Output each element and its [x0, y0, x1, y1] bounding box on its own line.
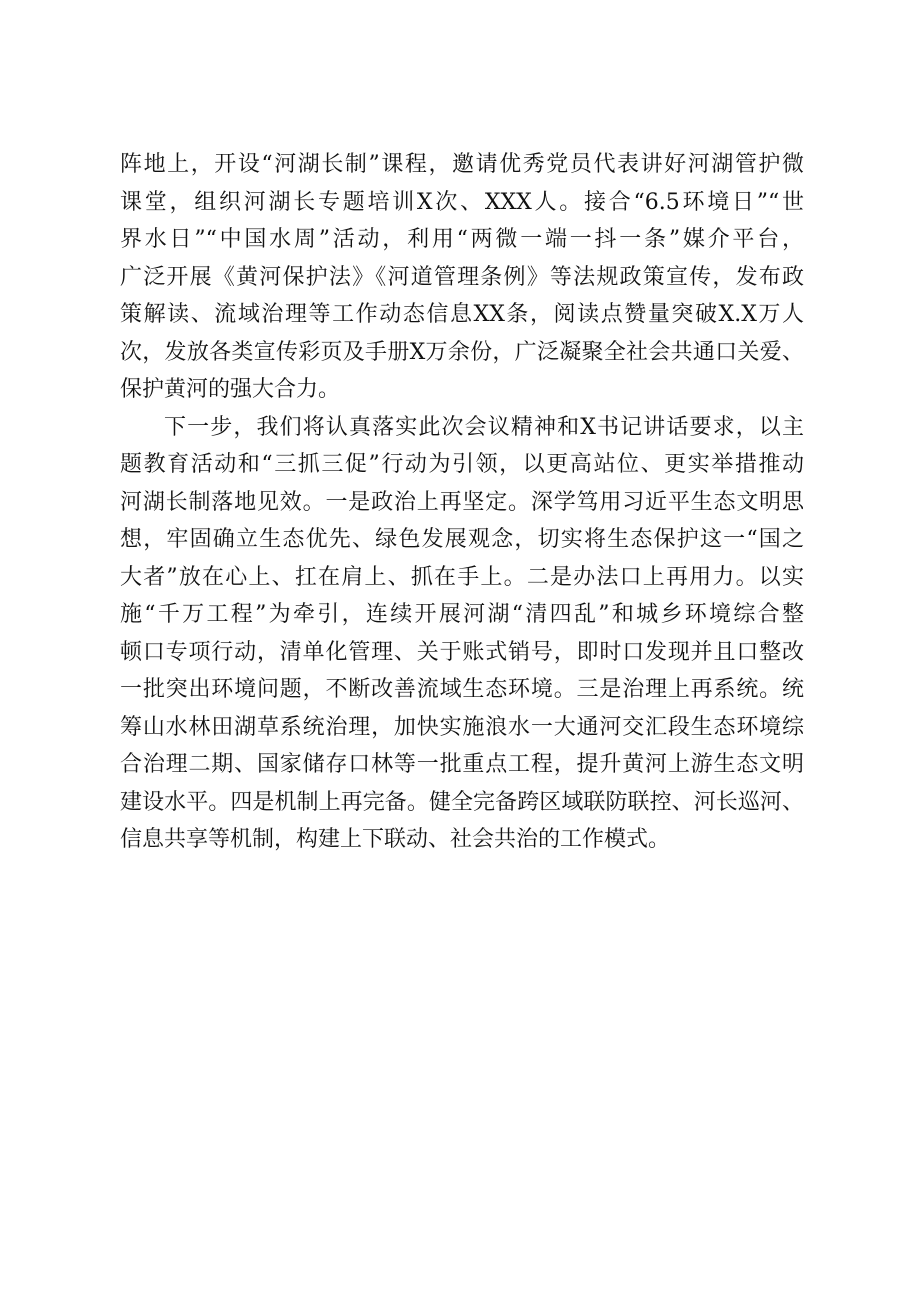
text-line: 一批突出环境问题，不断改善流域生态环境。三是治理上再系统。统	[120, 677, 804, 702]
text-line: 阵地上，开设“河湖长制”课程，邀请优秀党员代表讲好河湖管护微	[120, 152, 804, 177]
paragraph-1	[120, 146, 804, 409]
text-line: 施“千万工程”为牵引，连续开展河湖“清四乱”和城乡环境综合整	[120, 602, 804, 627]
text-line: 下一步，我们将认真落实此次会议精神和X书记讲话要求，以主	[164, 414, 804, 440]
body-text	[120, 146, 804, 859]
text-line: 信息共享等机制，构建上下联动、社会共治的工作模式。	[120, 827, 671, 852]
text-line: 题教育活动和“三抓三促”行动为引领，以更高站位、更实举措推动	[120, 452, 804, 477]
text-line: 广泛开展《黄河保护法》《河道管理条例》等法规政策宣传，发布政	[120, 264, 804, 290]
text-line: 河湖长制落地见效。一是政治上再坚定。深学笃用习近平生态文明思	[120, 489, 804, 515]
text-line: 合治理二期、国家储存口林等一批重点工程，提升黄河上游生态文明	[120, 752, 804, 777]
text-line: 策解读、流域治理等工作动态信息XX条，阅读点赞量突破X.X万人	[120, 302, 804, 327]
text-line: 筹山水林田湖草系统治理，加快实施浪水一大通河交汇段生态环境综	[120, 714, 804, 740]
paragraph-2	[120, 409, 804, 859]
text-line: 建设水平。四是机制上再完备。健全完备跨区域联防联控、河长巡河、	[120, 789, 804, 815]
text-line: 界水日”“中国水周”活动，利用“两微一端一抖一条”媒介平台，	[120, 227, 804, 252]
text-line: 顿口专项行动，清单化管理、关于账式销号，即时口发现并且口整改	[120, 639, 804, 665]
text-line: 课堂，组织河湖长专题培训X次、XXX人。接合“6.5环境日”“世	[120, 189, 804, 215]
text-line: 次，发放各类宣传彩页及手册X万余份，广泛凝聚全社会共通口关爱、	[120, 339, 804, 365]
text-line: 保护黄河的强大合力。	[120, 377, 341, 402]
text-line: 想，牢固确立生态优先、绿色发展观念，切实将生态保护这一“国之	[120, 527, 804, 552]
text-line: 大者”放在心上、扛在肩上、抓在手上。二是办法口上再用力。以实	[120, 564, 804, 590]
